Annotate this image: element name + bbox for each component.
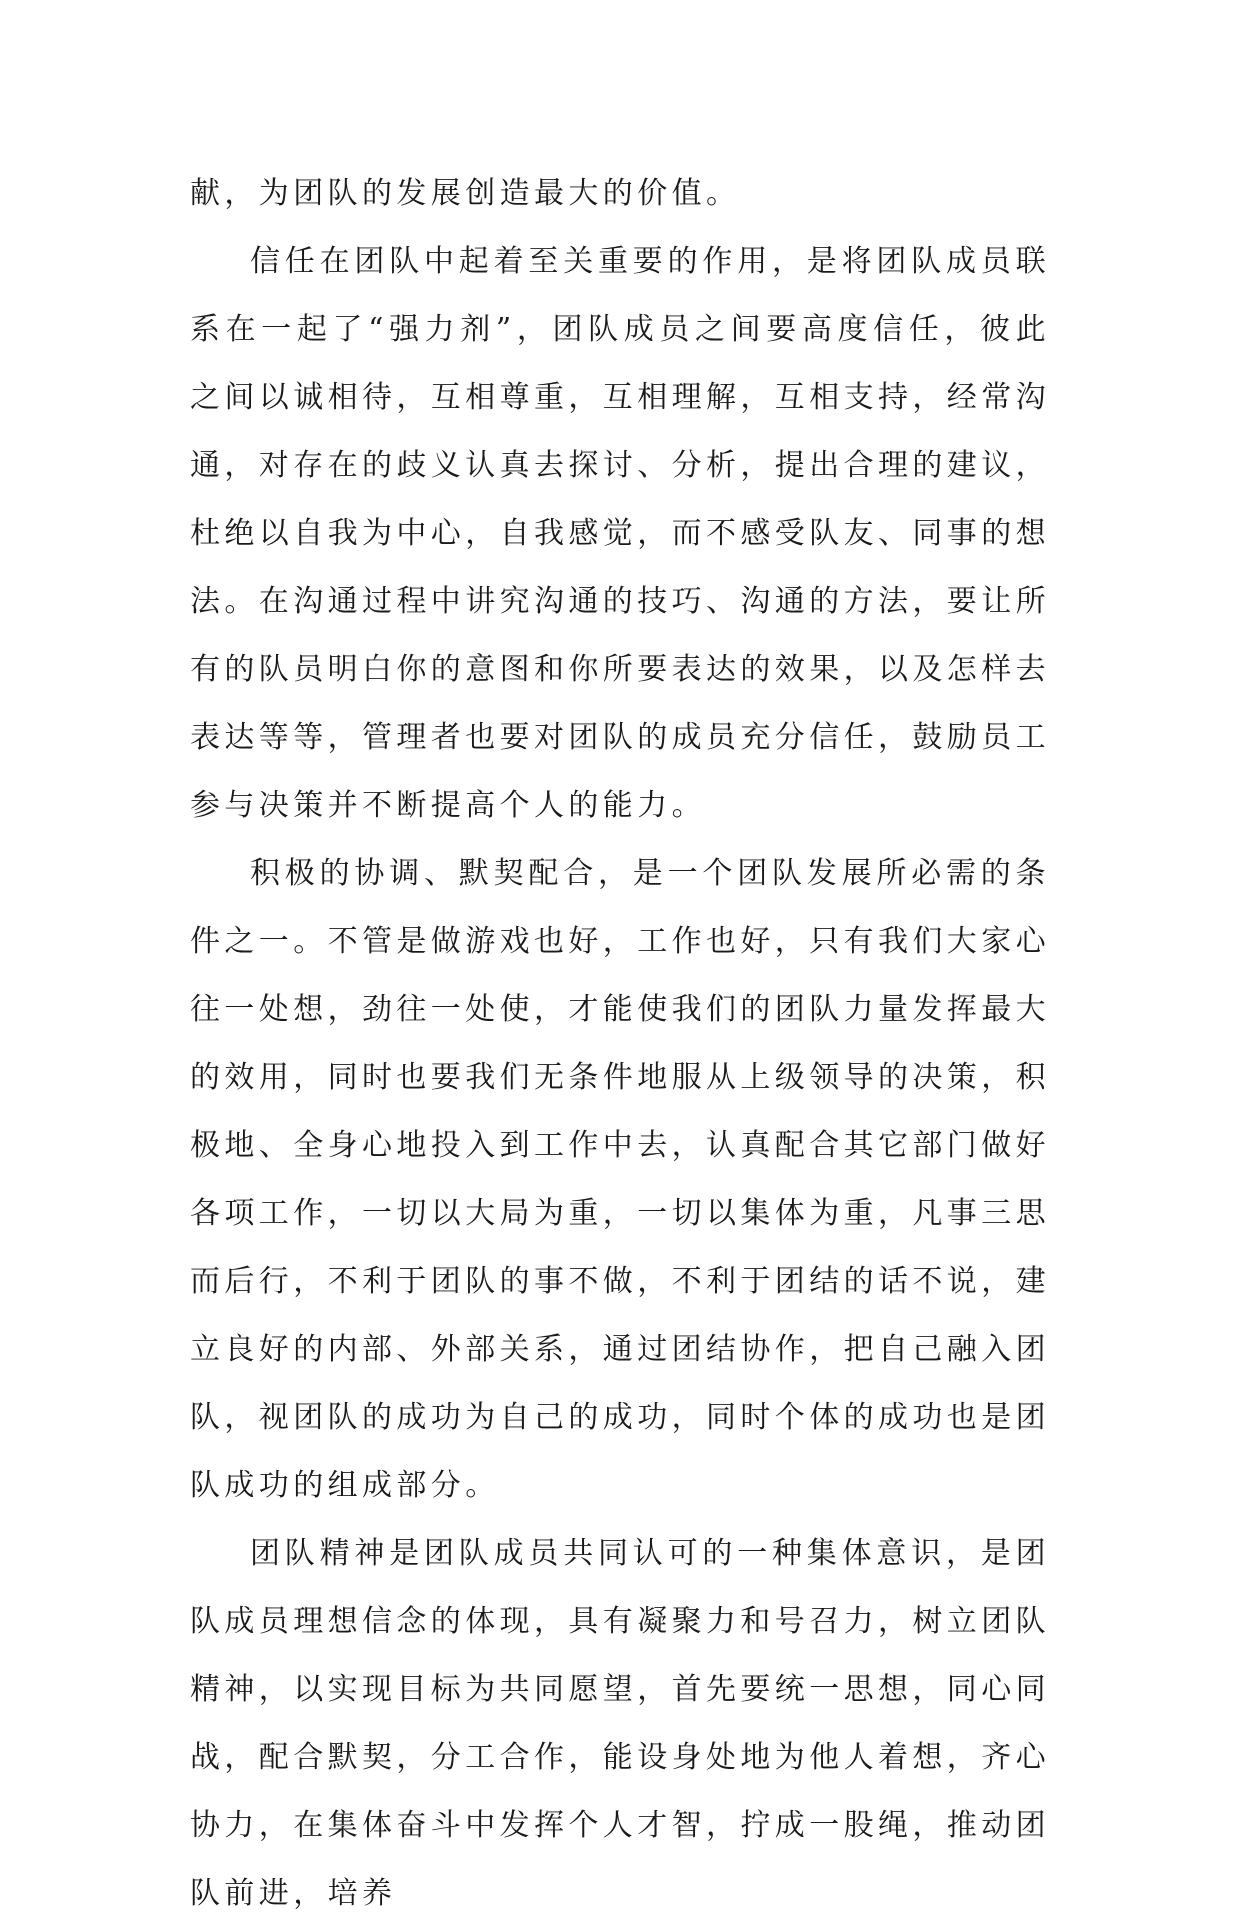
document-body: [190, 160, 1050, 1928]
paragraph-team-spirit: 团队精神是团队成员共同认可的一种集体意识，是团队成员理想信念的体现，具有凝聚力和号召力，树立团队精神，以实现目标为共同愿望，首先要统一思想，同心同战，配合默契，分工合作，能设身处地为他人着想，齐心协力，在集体奋斗中发挥个人才智，拧成一股绳，推动团队前进，培养: [190, 1536, 1050, 1911]
paragraph-continuation: 献，为团队的发展创造最大的价值。: [190, 176, 741, 211]
paragraph-coordination: 积极的协调、默契配合，是一个团队发展所必需的条件之一。不管是做游戏也好，工作也好，只有我们大家心往一处想，劲往一处使，才能使我们的团队力量发挥最大的效用，同时也要我们无条件地服从上级领导的决策，积极地、全身心地投入到工作中去，认真配合其它部门做好各项工作，一切以大局为重，一切以集体为重，凡事三思而后行，不利于团队的事不做，不利于团结的话不说，建立良好的内部、外部关系，通过团结协作，把自己融入团队，视团队的成功为自己的成功，同时个体的成功也是团队成功的组成部分。: [190, 856, 1050, 1503]
paragraph-trust: 信任在团队中起着至关重要的作用，是将团队成员联系在一起了“强力剂”，团队成员之间要高度信任，彼此之间以诚相待，互相尊重，互相理解，互相支持，经常沟通，对存在的歧义认真去探讨、分析，提出合理的建议，杜绝以自我为中心，自我感觉，而不感受队友、同事的想法。在沟通过程中讲究沟通的技巧、沟通的方法，要让所有的队员明白你的意图和你所要表达的效果，以及怎样去表达等等，管理者也要对团队的成员充分信任，鼓励员工参与决策并不断提高个人的能力。: [190, 244, 1050, 823]
